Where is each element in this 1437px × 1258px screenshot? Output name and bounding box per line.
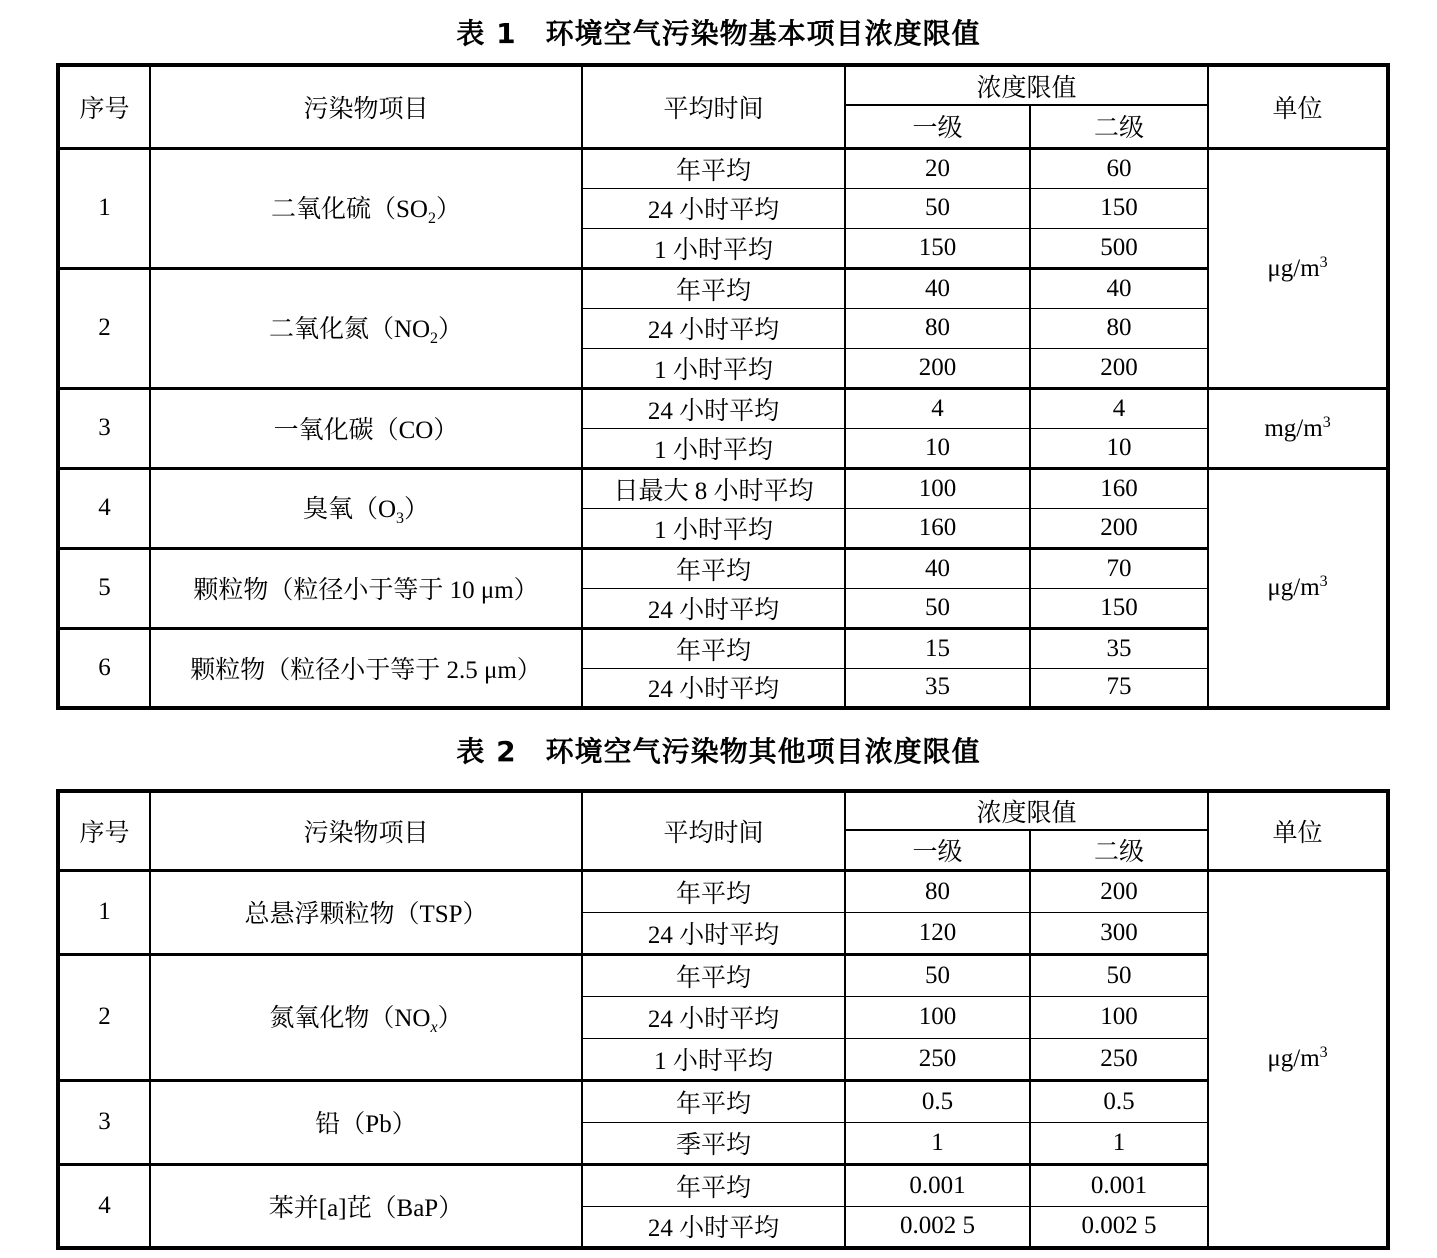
col-header-avg-time: 平均时间 (582, 65, 845, 148)
avg-time-cell: 年平均 (582, 1164, 845, 1206)
text-part: ） (437, 1004, 463, 1032)
avg-time-cell: 24 小时平均 (582, 588, 845, 628)
text-part: 3 (1319, 253, 1328, 271)
level1-value-cell: 250 (845, 1038, 1030, 1080)
text-part: 臭氧（O (302, 495, 397, 523)
text-part: μg/m (1267, 1045, 1320, 1073)
level1-value-cell: 1 (845, 1122, 1030, 1164)
level2-value-cell: 40 (1030, 268, 1208, 308)
text-part: 总悬浮颗粒物（TSP） (244, 901, 488, 928)
col-header-level2: 二级 (1030, 830, 1208, 870)
level2-value-cell: 500 (1030, 228, 1208, 268)
pollutant-row (58, 388, 1388, 428)
text-part: 2 (427, 209, 436, 227)
level1-value-cell: 40 (845, 548, 1030, 588)
col-header-level2: 二级 (1030, 105, 1208, 148)
level1-value-cell: 160 (845, 508, 1030, 548)
text-part: x (430, 1018, 438, 1036)
level2-value-cell: 160 (1030, 468, 1208, 508)
avg-time-cell: 年平均 (582, 870, 845, 912)
text-part: ） (435, 195, 461, 223)
text-part: μg/m (1267, 574, 1320, 602)
text-part: 3 (1319, 573, 1328, 591)
avg-time-cell: 24 小时平均 (582, 388, 845, 428)
avg-time-cell: 1 小时平均 (582, 1038, 845, 1080)
text-part: ） (404, 495, 430, 523)
level1-value-cell: 10 (845, 428, 1030, 468)
avg-time-cell: 1 小时平均 (582, 428, 845, 468)
level1-value-cell: 15 (845, 628, 1030, 668)
text-part: 氮氧化物（NO (269, 1004, 431, 1032)
level1-value-cell: 120 (845, 912, 1030, 954)
level1-value-cell: 50 (845, 954, 1030, 996)
level2-value-cell: 150 (1030, 588, 1208, 628)
avg-time-cell: 24 小时平均 (582, 668, 845, 708)
avg-time-cell: 1 小时平均 (582, 348, 845, 388)
row-index-cell: 2 (58, 268, 150, 388)
text-part: 一氧化碳（CO） (273, 417, 459, 444)
level2-value-cell: 200 (1030, 508, 1208, 548)
avg-time-cell: 24 小时平均 (582, 912, 845, 954)
level1-value-cell: 80 (845, 308, 1030, 348)
text-part: ） (438, 315, 464, 343)
text-part: 二氧化氮（NO (268, 315, 431, 343)
text-part: mg/m (1264, 414, 1323, 442)
pollutant-row (58, 548, 1388, 588)
level1-value-cell: 35 (845, 668, 1030, 708)
level2-value-cell: 10 (1030, 428, 1208, 468)
level2-value-cell: 80 (1030, 308, 1208, 348)
pollutant-name-cell (150, 628, 582, 708)
text-part: μg/m (1267, 254, 1320, 282)
table2-other-pollutant-limits (56, 789, 1390, 1250)
level1-value-cell: 50 (845, 588, 1030, 628)
header-row-1 (58, 65, 1388, 105)
unit-cell (1208, 870, 1388, 1248)
text-part: 颗粒物（粒径小于等于 2.5 μm） (190, 656, 542, 684)
level2-value-cell: 250 (1030, 1038, 1208, 1080)
pollutant-row (58, 628, 1388, 668)
avg-time-cell: 年平均 (582, 268, 845, 308)
level2-value-cell: 300 (1030, 912, 1208, 954)
table1-basic-pollutant-limits (56, 63, 1390, 710)
level1-value-cell: 150 (845, 228, 1030, 268)
level2-value-cell: 0.5 (1030, 1080, 1208, 1122)
level1-value-cell: 100 (845, 468, 1030, 508)
pollutant-name-cell (150, 388, 582, 468)
level2-value-cell: 200 (1030, 870, 1208, 912)
row-index-cell: 3 (58, 388, 150, 468)
pollutant-row (58, 268, 1388, 308)
col-header-index: 序号 (58, 791, 150, 870)
col-header-unit: 单位 (1208, 65, 1388, 148)
level1-value-cell: 0.001 (845, 1164, 1030, 1206)
level1-value-cell: 0.002 5 (845, 1206, 1030, 1248)
avg-time-cell: 年平均 (582, 628, 845, 668)
text-part: 3 (1319, 1044, 1328, 1062)
level1-value-cell: 200 (845, 348, 1030, 388)
col-header-level1: 一级 (845, 105, 1030, 148)
pollutant-row (58, 1080, 1388, 1122)
avg-time-cell: 年平均 (582, 1080, 845, 1122)
col-header-level1: 一级 (845, 830, 1030, 870)
table2-title: 表 2 环境空气污染物其他项目浓度限值 (456, 734, 981, 768)
pollutant-row (58, 468, 1388, 508)
level2-value-cell: 35 (1030, 628, 1208, 668)
table1-header (58, 65, 1388, 148)
row-index-cell: 5 (58, 548, 150, 628)
pollutant-name-cell (150, 268, 582, 388)
level2-value-cell: 200 (1030, 348, 1208, 388)
row-index-cell: 1 (58, 870, 150, 954)
level1-value-cell: 100 (845, 996, 1030, 1038)
col-header-limit: 浓度限值 (845, 791, 1208, 830)
unit-cell (1208, 148, 1388, 388)
level1-value-cell: 20 (845, 148, 1030, 188)
col-header-limit: 浓度限值 (845, 65, 1208, 105)
avg-time-cell: 24 小时平均 (582, 308, 845, 348)
text-part: 3 (1322, 413, 1331, 431)
level2-value-cell: 0.002 5 (1030, 1206, 1208, 1248)
avg-time-cell: 季平均 (582, 1122, 845, 1164)
level2-value-cell: 75 (1030, 668, 1208, 708)
text-part: 二氧化硫（SO (271, 195, 428, 223)
level1-value-cell: 50 (845, 188, 1030, 228)
text-part: 颗粒物（粒径小于等于 10 μm） (193, 577, 539, 604)
level2-value-cell: 1 (1030, 1122, 1208, 1164)
level1-value-cell: 0.5 (845, 1080, 1030, 1122)
col-header-pollutant: 污染物项目 (150, 791, 582, 870)
level1-value-cell: 4 (845, 388, 1030, 428)
text-part: 苯并[a]芘（BaP） (268, 1194, 464, 1222)
level2-value-cell: 150 (1030, 188, 1208, 228)
avg-time-cell: 年平均 (582, 548, 845, 588)
unit-cell (1208, 468, 1388, 708)
col-header-pollutant: 污染物项目 (150, 65, 582, 148)
col-header-unit: 单位 (1208, 791, 1388, 870)
text-part: 2 (430, 329, 439, 347)
pollutant-row (58, 148, 1388, 188)
avg-time-cell: 年平均 (582, 148, 845, 188)
pollutant-name-cell (150, 1164, 582, 1248)
avg-time-cell: 年平均 (582, 954, 845, 996)
pollutant-name-cell (150, 870, 582, 954)
col-header-avg-time: 平均时间 (582, 791, 845, 870)
table1-body (58, 148, 1388, 708)
header-row-1 (58, 791, 1388, 830)
pollutant-name-cell (150, 148, 582, 268)
row-index-cell: 1 (58, 148, 150, 268)
pollutant-row (58, 1164, 1388, 1206)
col-header-index: 序号 (58, 65, 150, 148)
level2-value-cell: 70 (1030, 548, 1208, 588)
avg-time-cell: 24 小时平均 (582, 1206, 845, 1248)
row-index-cell: 2 (58, 954, 150, 1080)
row-index-cell: 4 (58, 468, 150, 548)
level2-value-cell: 50 (1030, 954, 1208, 996)
level1-value-cell: 40 (845, 268, 1030, 308)
unit-cell (1208, 388, 1388, 468)
pollutant-name-cell (150, 954, 582, 1080)
text-part: 铅（Pb） (315, 1111, 417, 1138)
level2-value-cell: 100 (1030, 996, 1208, 1038)
avg-time-cell: 1 小时平均 (582, 508, 845, 548)
text-part: 3 (396, 509, 405, 527)
pollutant-name-cell (150, 468, 582, 548)
row-index-cell: 6 (58, 628, 150, 708)
avg-time-cell: 24 小时平均 (582, 996, 845, 1038)
avg-time-cell: 1 小时平均 (582, 228, 845, 268)
row-index-cell: 4 (58, 1164, 150, 1248)
table2-body (58, 870, 1388, 1248)
pollutant-row (58, 870, 1388, 912)
level2-value-cell: 4 (1030, 388, 1208, 428)
table2-header (58, 791, 1388, 870)
row-index-cell: 3 (58, 1080, 150, 1164)
pollutant-row (58, 954, 1388, 996)
table1-title: 表 1 环境空气污染物基本项目浓度限值 (456, 16, 981, 50)
level2-value-cell: 0.001 (1030, 1164, 1208, 1206)
level2-value-cell: 60 (1030, 148, 1208, 188)
level1-value-cell: 80 (845, 870, 1030, 912)
pollutant-name-cell (150, 548, 582, 628)
avg-time-cell: 日最大 8 小时平均 (582, 468, 845, 508)
pollutant-name-cell (150, 1080, 582, 1164)
avg-time-cell: 24 小时平均 (582, 188, 845, 228)
